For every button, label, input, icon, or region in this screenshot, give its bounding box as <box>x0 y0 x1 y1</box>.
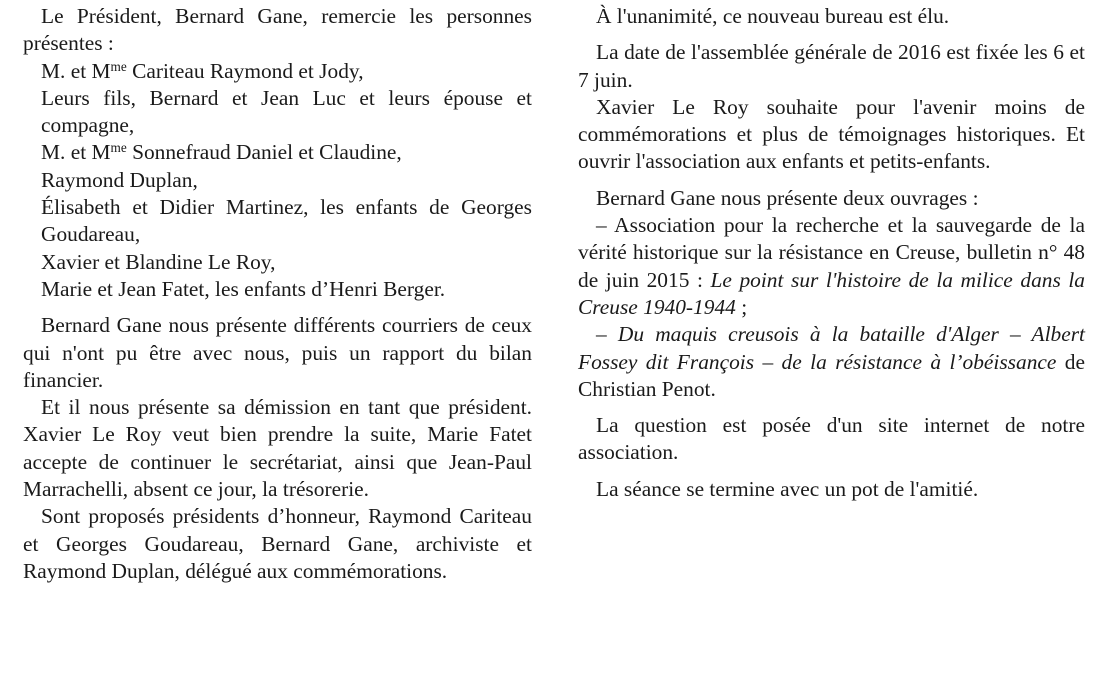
attendee-item: Leurs fils, Bernard et Jean Luc et leurs épouse et compagne, <box>41 85 532 138</box>
attendee-item: Marie et Jean Fatet, les enfants d’Henri Berger. <box>41 276 446 301</box>
election-paragraph: À l'unanimité, ce nouveau bureau est élu. <box>596 4 950 28</box>
site-paragraph: La question est posée d'un site internet de notre association. <box>578 413 1085 465</box>
honneur-paragraph: Sont proposés présidents d’honneur, Raymond Cariteau et Georges Goudareau, Bernard Gane, archiviste et Raymond Duplan, délégué aux commémorations. <box>23 504 532 583</box>
attendee-item: M. et $M^{me}$ Sonnefraud Daniel et Claudine, <box>41 140 402 165</box>
avenir-paragraph: Xavier Le Roy souhaite pour l'avenir moins de commémorations et plus de témoignages historiques. Et ouvrir l'association aux enfants et petits-enfants. <box>578 94 1085 174</box>
attendee-item: M. et $M^{me}$ Cariteau Raymond et Jody, <box>41 58 364 83</box>
right-column <box>578 3 1085 503</box>
date-paragraph: La date de l'assemblée générale de 2016 est fixée les 6 et 7 juin. <box>578 40 1085 92</box>
demission-paragraph: Et il nous présente sa démission en tant que président. Xavier Le Roy veut bien prendre la suite, Marie Fatet accepte de continuer le secrétariat, ainsi que Jean-Paul Marrachelli, absent ce jour, la trésorerie. <box>23 395 532 502</box>
attendee-item: Xavier et Blandine Le Roy, <box>41 249 276 274</box>
courriers-paragraph: Bernard Gane nous présente différents courriers de ceux qui n'ont pu être avec nous, puis un rapport du bilan financier. <box>23 313 532 392</box>
left-column <box>23 3 532 585</box>
ouvrage-2-title: – Du maquis creusois à la bataille d'Alger – Albert Fossey dit François – de la résistance à l’obéissance <box>578 322 1085 374</box>
attendee-list <box>23 58 532 304</box>
ouvrage-item-2: – Du maquis creusois à la bataille d'Alger – Albert Fossey dit François – de la résistance à l’obéissance de Christian Penot. <box>578 322 1085 401</box>
ouvrages-intro: Bernard Gane nous présente deux ouvrages : <box>596 185 979 210</box>
closing-paragraph: La séance se termine avec un pot de l'amitié. <box>596 476 979 501</box>
ouvrage-1-title: Le point sur l'histoire de la milice dans la Creuse 1940-1944 <box>578 267 1085 319</box>
attendee-item: Raymond Duplan, <box>41 167 198 192</box>
attendee-item: Élisabeth et Didier Martinez, les enfants de Georges Goudareau, <box>41 195 532 247</box>
intro-paragraph: Le Président, Bernard Gane, remercie les personnes présentes : <box>23 4 532 56</box>
ouvrage-item-1: – Association pour la recherche et la sauvegarde de la vérité historique sur la résistance en Creuse, bulletin n° 48 de juin 2015 : Le point sur l'histoire de la milice dans la Creuse 1940-1944 ; <box>578 213 1085 319</box>
